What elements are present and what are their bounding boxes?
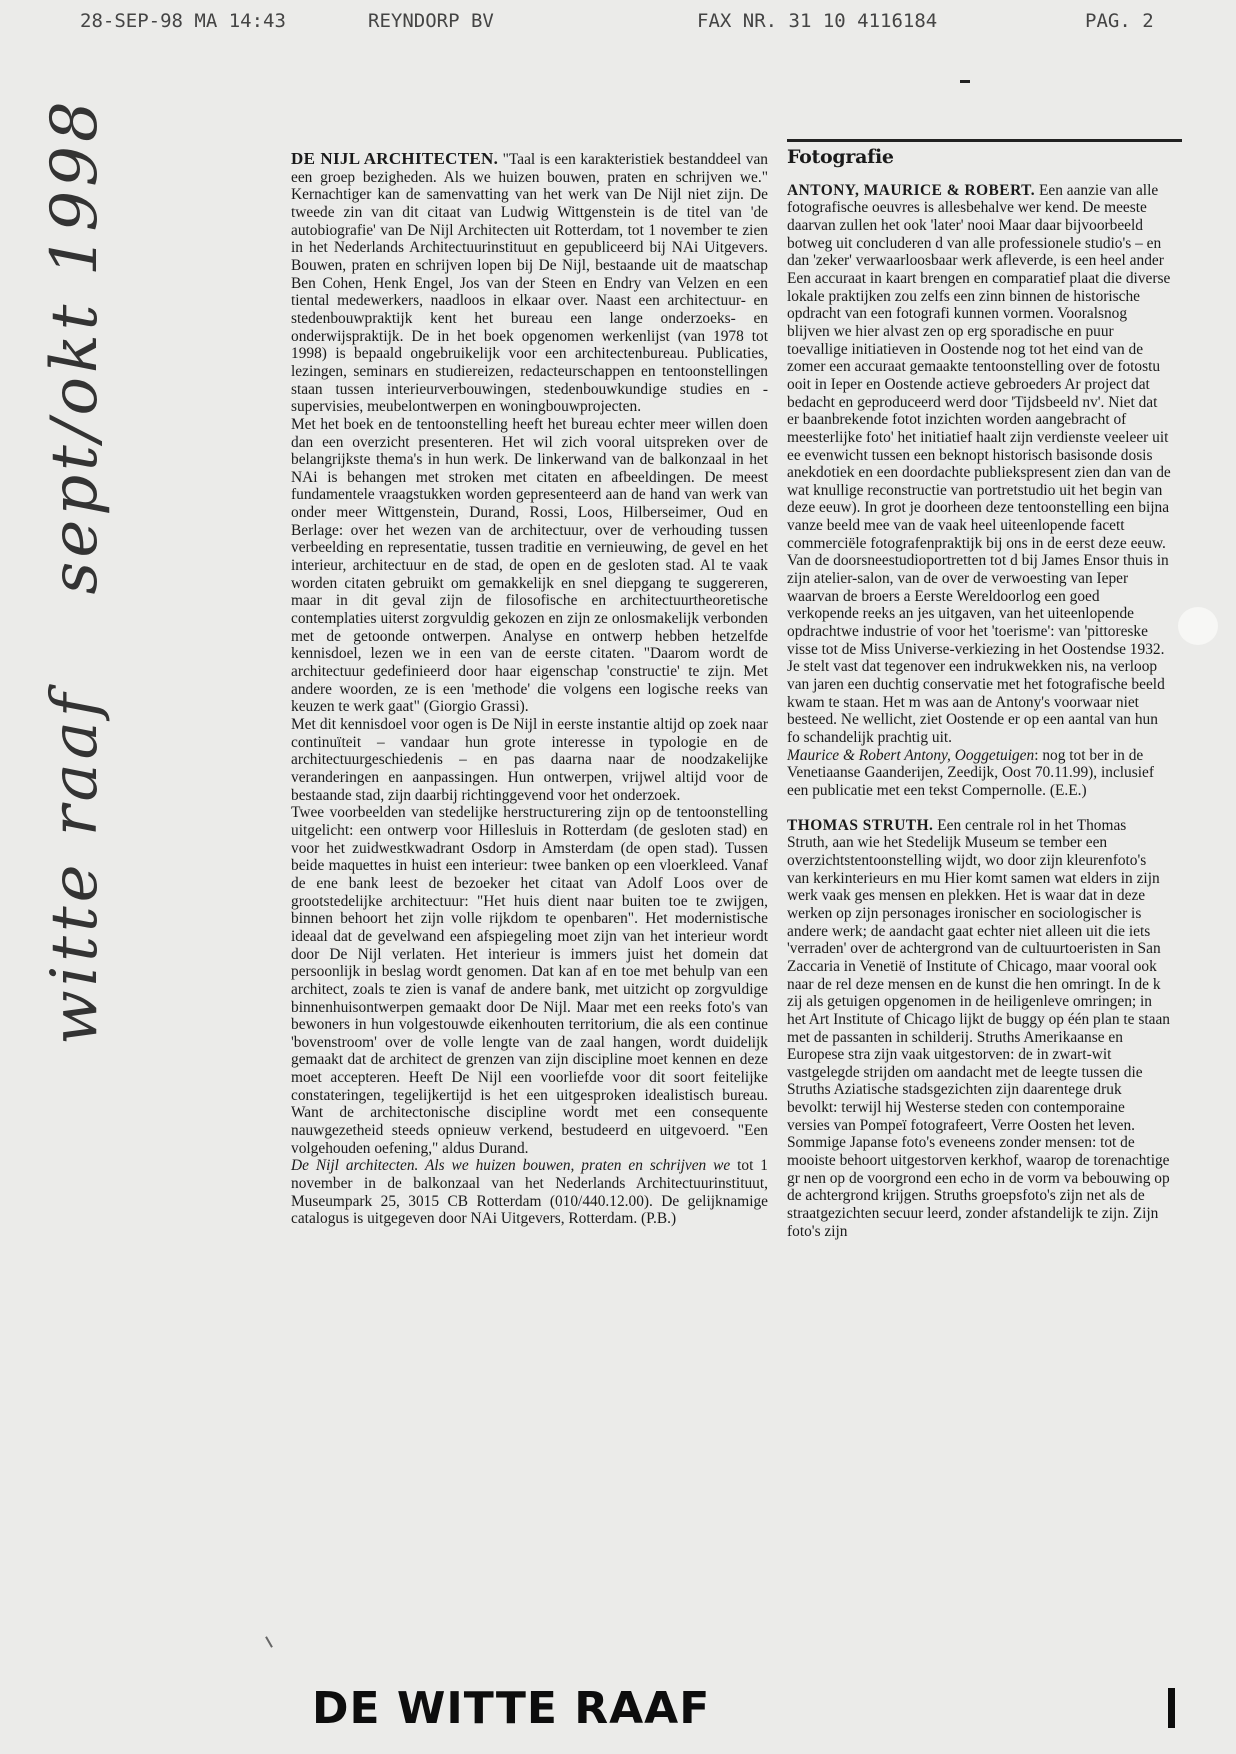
fax-header: [0, 10, 1236, 40]
article-credit: [787, 747, 1171, 800]
handwritten-note: [38, 0, 112, 1045]
punch-hole: [1178, 607, 1218, 645]
credit-text: tot 1 november in de balkonzaal van het Nederlands Architectuurinstituut, Museumpark 25, 3015 CB Rotterdam (010/440.12.00). De gelijknamige catalogus is uitgegeven door NAi Uitgevers, Rotterdam. (P.B.): [291, 1157, 768, 1228]
credit-title: Maurice & Robert Antony, Ooggetuigen: [787, 746, 1035, 764]
section-title: Fotografie: [787, 146, 894, 168]
credit-title: De Nijl architecten. Als we huizen bouwen, praten en schrijven we: [291, 1157, 731, 1175]
scan-mark: [960, 80, 970, 83]
article-de-nijl: [291, 150, 768, 1228]
masthead-bar: [1168, 1688, 1175, 1728]
paragraph: Met het boek en de tentoonstelling heeft het bureau echter meer willen doen dan een overzicht presenteren. Het wil zich vooral uitspreken over de belangrijkste thema's in hun werk. De linkerwand van de balkonzaal in het NAi is behangen met stroken met citaten en afbeeldingen. De meest fundamentele vraagstukken worden gepresenteerd aan de hand van werk van onder meer Wittgenstein, Durand, Rossi, Loos, Hilberseimer, Oud en Berlage: over het wezen van de architectuur, over de verhouding tussen verbeelding en representatie, tussen traditie en vernieuwing, de gevel en het interieur, architectuur en de stad, de open en de gesloten stad. Al te vaak worden citaten gebruikt om gemakkelijk en snel diepgang te suggereren, maar in dit geval zijn de filosofische en architectuurtheoretische contemplaties uiterst zorgvuldig gekozen en zijn ze onlosmakelijk verbonden met de getoonde ontwerpen. Analyse en ontwerp hebben hetzelfde kennisdoel, lezen we in een van de eerste citaten. "Daarom wordt de architectuur gedefinieerd door haar eigenschap 'constructie' te zijn. Met andere woorden, ze is een 'methode' die volgens een logische reeks van keuzen te werk gaat" (Giorgio Grassi).: [291, 415, 768, 716]
masthead-logo: DE WITTE RAAF: [312, 1688, 711, 1730]
spacer: [787, 800, 1171, 817]
paragraph: [787, 817, 1171, 1241]
paragraph: [291, 150, 768, 416]
section-rule: [787, 139, 1182, 142]
paragraph: Twee voorbeelden van stedelijke herstructurering zijn op de tentoonstelling uitgelicht: een ontwerp voor Hillesluis in Rotterdam (de gesloten stad) en voor het zuidwestkwadrant Osdorp in Amsterdam (de open stad). Tussen beide maquettes in huist een interieur: twee banken op een vloerkleed. Vanaf de ene bank leest de bezoeker het citaat van Adolf Loos over de grootstedelijke architectuur: "Het huis dient naar buiten toe te zwijgen, binnen behoort het zijn volle rijkdom te openbaren". Het modernistische ideaal dat de gevelwand een afspiegeling moet zijn van het interieur wordt door De Nijl verlaten. Het interieur is immers juist het domein dat persoonlijk in beslag wordt genomen. Dat kan af en toe met behulp van een architect, zoals te zien is vanaf de andere bank, met uitzicht op zorgvuldige binnenhuisontwerpen gemaakt door De Nijl. Maar met een reeks foto's van bewoners in hun volgestouwde eikenhouten territorium, die als een continue 'bovenstroom' over de volle lengte van de zaal hangen, wordt duidelijk gemaakt dat de architect de grenzen van zijn discipline moet kennen en deze moet accepteren. Heeft De Nijl een voorliefde voor dit soort feitelijke constateringen, tegelijkertijd is het een uitgesproken idealistisch bureau. Want de architectonische discipline wordt met een consequente nauwgezetheid steeds opnieuw verkend, bestudeerd en uitgevoerd. "Een volgehouden oefening," aldus Durand.: [291, 804, 768, 1157]
article-lead: DE NIJL ARCHITECTEN.: [291, 149, 499, 168]
section-fotografie: [787, 144, 1171, 1240]
paragraph-text: Een aanzie van alle fotografische oeuvres is allesbehalve wer kend. De meeste daarvan zullen het ook 'later' nooi Maar daar bijvoorbeeld botweg uit concluderen d van alle professionele studio's – en dan 'zeker' verwaarloosbaar werk afleverde, is een heel ander Een accuraat in kaart brengen en comparatief plaat die diverse lokale praktijken zou zelfs een zinn binnen de historische opdracht van een fotografi kunnen vormen. Vooralsnog blijven we hier alvast zen op erg sporadische en puur toevallige initiatieven in Oostende nog tot het eind van de zomer een accuraat gemaakte tentoonstelling over de fotostu ooit in Ieper en Oostende actieve gebroeders Ar project dat bedacht en geproduceerd werd door 'Tijdsbeeld nv'. Niet dat er baanbrekende fotot inzichten worden aangebracht of meesterlijke foto' het initiatief haalt zijn verdienste veeleer uit ee evenwicht tussen een beknopt historisch basisonde dosis anekdotiek en een doordachte publiekspresent zien dan van de wat knullige reconstructie van portretstudio uit het begin van deze eeuw). In grot je doorheen deze tentoonstelling een bijna vanze beeld mee van de vaak heel uiteenlopende facett commerciële fotografenpraktijk bij ons in de eerst deze eeuw. Van de doorsneestudioportretten tot d bij James Ensor thuis in zijn atelier-salon, van de over de verwoesting van Ieper waarvan de broers a Eerste Wereldoorlog een goed verkopende reeks an jes uitgaven, van het uiteenlopende opdrachtwe industrie of voor het 'toerisme': van 'pittoreske visse tot de Miss Universe-verkiezing in het Oostendse 1932. Je stelt vast dat tegenover een indrukwekken nis, na verloop van jaren een duchtig conservatie met het fotografische beeld kwam te staan. Het m was aan de Antony's voorwaar niet besteed. Ne wellicht, ziet Oostende er op een aantal van hun fo schandelijk prachtig uit.: [787, 181, 1171, 746]
fax-sender: REYNDORP BV: [368, 10, 494, 32]
handwritten-source: witte raaf: [38, 689, 112, 1045]
article-credit: [291, 1157, 768, 1228]
handwritten-date: sept/okt 1998: [38, 97, 112, 595]
paragraph: Met dit kennisdoel voor ogen is De Nijl in eerste instantie altijd op zoek naar continuïteit – vandaar hun grote interesse in typologie en de architectuurgeschiedenis – en pas daarna naar de noodzakelijke veranderingen en aanpassingen. Hun ontwerpen, vrijwel altijd voor de bestaande stad, zijn daarbij richtinggevend voor het onderzoek.: [291, 716, 768, 804]
paragraph-text: Een centrale rol in het Thomas Struth, aan wie het Stedelijk Museum se tember een overzichtstentoonstelling wijdt, wo door zijn kleurenfoto's van kerkinterieurs en mu Hier komt samen wat elders in zijn werk vaak ges mensen en plekken. Het is waar dat in deze werken op zijn personages ironischer en sociologischer is andere werk; de aandacht gaat echter niet alleen uit die iets 'verraden' over de achtergrond van de cultuurtoeristen in San Zaccaria in Venetië of Institute of Chicago, maar vooral ook naar de rel deze mensen en de kunst die hen omringt. In de k zij als getuigen opgenomen in de heiligenleve omringen; in het Art Institute of Chicago lijkt de buggy op één plan te staan met de passanten in schilderij. Struths Amerikaanse en Europese stra zijn vaak uitgestorven: de in zwart-wit vastgelegde strijden om aandacht met de leegte tussen die Struths Aziatische stadsgezichten zijn daarentege druk bevolkt: terwijl hij Westerse steden con contemporaine versies van Pompeï fotografeert, Verre Oosten het leven. Sommige Japanse foto's eveneens zonder mensen: tot de mooiste behoort uitgestorven kerkhof, waarop de torenachtige gr nen op de voorgrond een echo in de vorm va bebouwing op de achtergrond krijgen. Struths groepsfoto's zijn net als de straatgezichten secuur leerd, zonder afstandelijk te zijn. Zijn foto's zijn: [787, 816, 1170, 1240]
paragraph: [787, 182, 1171, 747]
fax-number: FAX NR. 31 10 4116184: [697, 10, 938, 32]
scan-mark: [265, 1636, 273, 1647]
paragraph-text: "Taal is een karakteristiek bestanddeel van een groep bezigheden. Als we huizen bouwen, praten en schrijven we." Kernachtiger kan de samenvatting van het werk van De Nijl niet zijn. De tweede zin van dit citaat van Ludwig Wittgenstein is de titel van 'de autobiografie' van De Nijl Architecten uit Rotterdam, tot 1 november te zien in het Nederlands Architectuurinstituut en gepubliceerd bij NAi Uitgevers. Bouwen, praten en schrijven lopen bij De Nijl, bestaande uit de maatschap Ben Cohen, Henk Engel, Jos van der Steen en Endry van Velzen en een tiental medewerkers, naadloos in elkaar over. Naast een architectuur- en stedenbouwpraktijk kent het bureau een lange onderzoeks- en onderwijspraktijk. De in het boek opgenomen werkenlijst (van 1978 tot 1998) is bepaald ongebruikelijk voor een architectenbureau. Publicaties, lezingen, seminars en studiereizen, redacteurschappen en tentoonstellingen staan tussen interieurverbouwingen, stedenbouwkundige studies en -supervisies, meubelontwerpen en woningbouwprojecten.: [291, 151, 768, 416]
article-lead: ANTONY, MAURICE & ROBERT.: [787, 181, 1036, 199]
credit-text: : nog tot ber in de Venetiaanse Gaanderijen, Zeedijk, Oost 70.11.99), inclusief een publicatie met een tekst Compernolle. (E.E.): [787, 746, 1154, 799]
article-lead: THOMAS STRUTH.: [787, 816, 934, 834]
fax-page: PAG. 2: [1085, 10, 1154, 32]
fax-datetime: 28-SEP-98 MA 14:43: [80, 10, 286, 32]
